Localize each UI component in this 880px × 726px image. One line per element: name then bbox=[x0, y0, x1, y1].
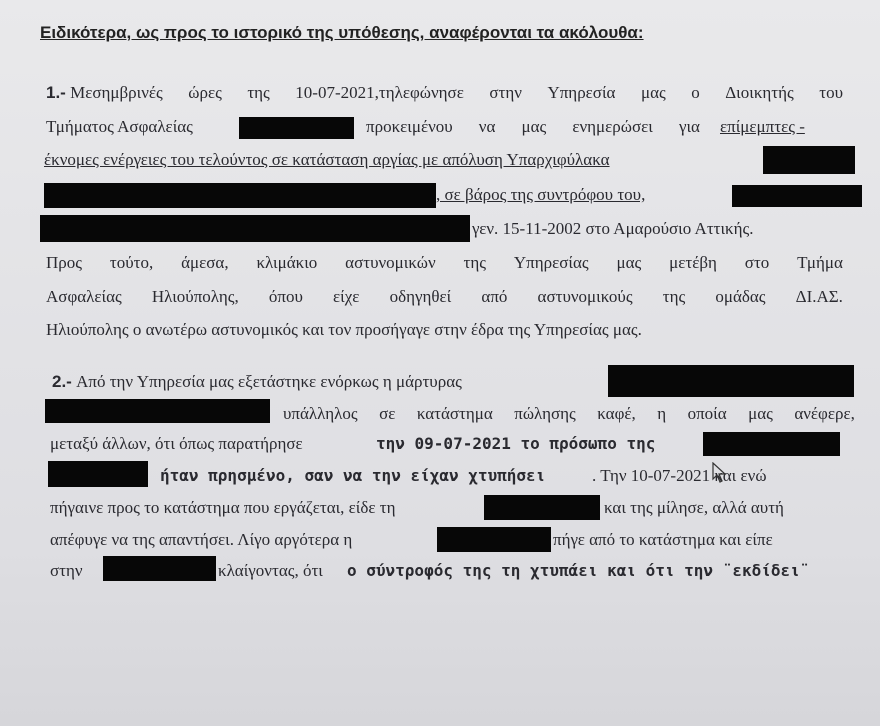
p2-line-4b: . Την 10-07-2021 και ενώ bbox=[592, 466, 767, 485]
p1-line-8: Ηλιούπολης ο ανωτέρω αστυνομικός και τον προσήγαγε στην έδρα της Υπηρεσίας μας. bbox=[46, 320, 642, 339]
p2-line-3b: την 09-07-2021 το πρόσωπο της bbox=[376, 434, 656, 453]
p2-line-5b: και της μίλησε, αλλά αυτή bbox=[604, 498, 784, 517]
p1-line-1: 1.- Μεσημβρινές ώρες της 10-07-2021,τηλεφώνησε στην Υπηρεσία μας ο Διοικητής του bbox=[46, 83, 843, 102]
p2-line-5a: πήγαινε προς το κατάστημα που εργάζεται, είδε τη bbox=[50, 498, 396, 517]
p2-line-3a: μεταξύ άλλων, ότι όπως παρατήρησε bbox=[50, 434, 303, 453]
p2-number: 2.- bbox=[52, 372, 72, 391]
p2-line-7a: στην bbox=[50, 561, 83, 580]
redaction-box bbox=[437, 527, 551, 552]
p2-line-7b: κλαίγοντας, ότι bbox=[218, 561, 323, 580]
p2-line-7c: ο σύντροφός της τη χτυπάει και ότι την ¨εκδίδει¨ bbox=[347, 561, 810, 580]
p1-line-5: γεν. 15-11-2002 στο Αμαρούσιο Αττικής. bbox=[472, 219, 754, 238]
p2-line-6a: απέφυγε να της απαντήσει. Λίγο αργότερα η bbox=[50, 530, 353, 549]
p2-line-1: 2.- Από την Υπηρεσία μας εξετάστηκε ενόρκως η μάρτυρας bbox=[52, 372, 462, 391]
p1-line-6: Προς τούτο, άμεσα, κλιμάκιο αστυνομικών της Υπηρεσίας μας μετέβη στο Τμήμα bbox=[46, 253, 843, 272]
p1-line-2c: επίμεμπτες - bbox=[720, 117, 805, 136]
mouse-pointer-icon bbox=[712, 462, 728, 484]
redaction-box bbox=[703, 432, 840, 456]
p1-line-2b: προκειμένου να μας ενημερώσει για bbox=[366, 117, 700, 136]
p1-line-4: , σε βάρος της συντρόφου του, bbox=[436, 185, 646, 204]
redaction-box bbox=[484, 495, 600, 520]
redaction-box bbox=[763, 146, 855, 174]
redaction-box bbox=[40, 215, 470, 242]
p2-line-4a: ήταν πρησμένο, σαν να την είχαν χτυπήσει bbox=[160, 466, 546, 485]
p1-line-7: Ασφαλείας Ηλιούπολης, όπου είχε οδηγηθεί από αστυνομικούς της ομάδας ΔΙ.ΑΣ. bbox=[46, 287, 843, 306]
p2-line-6b: πήγε από το κατάστημα και είπε bbox=[553, 530, 773, 549]
p1-line-2a: Τμήματος Ασφαλείας bbox=[46, 117, 193, 136]
redaction-box bbox=[44, 183, 436, 208]
redaction-box bbox=[103, 556, 216, 581]
p1-line-3: έκνομες ενέργειες του τελούντος σε κατάσταση αργίας με απόλυση Υπαρχιφύλακα bbox=[44, 150, 610, 169]
redaction-box bbox=[239, 117, 354, 139]
redaction-box bbox=[732, 185, 862, 207]
redaction-box bbox=[45, 399, 270, 423]
redaction-box bbox=[608, 365, 854, 397]
p1-number: 1.- bbox=[46, 83, 66, 102]
redaction-box bbox=[48, 461, 148, 487]
p2-line-2: υπάλληλος σε κατάστημα πώλησης καφέ, η οποία μας ανέφερε, bbox=[283, 404, 855, 423]
section-heading: Ειδικότερα, ως προς το ιστορικό της υπόθεσης, αναφέρονται τα ακόλουθα: bbox=[40, 23, 644, 42]
